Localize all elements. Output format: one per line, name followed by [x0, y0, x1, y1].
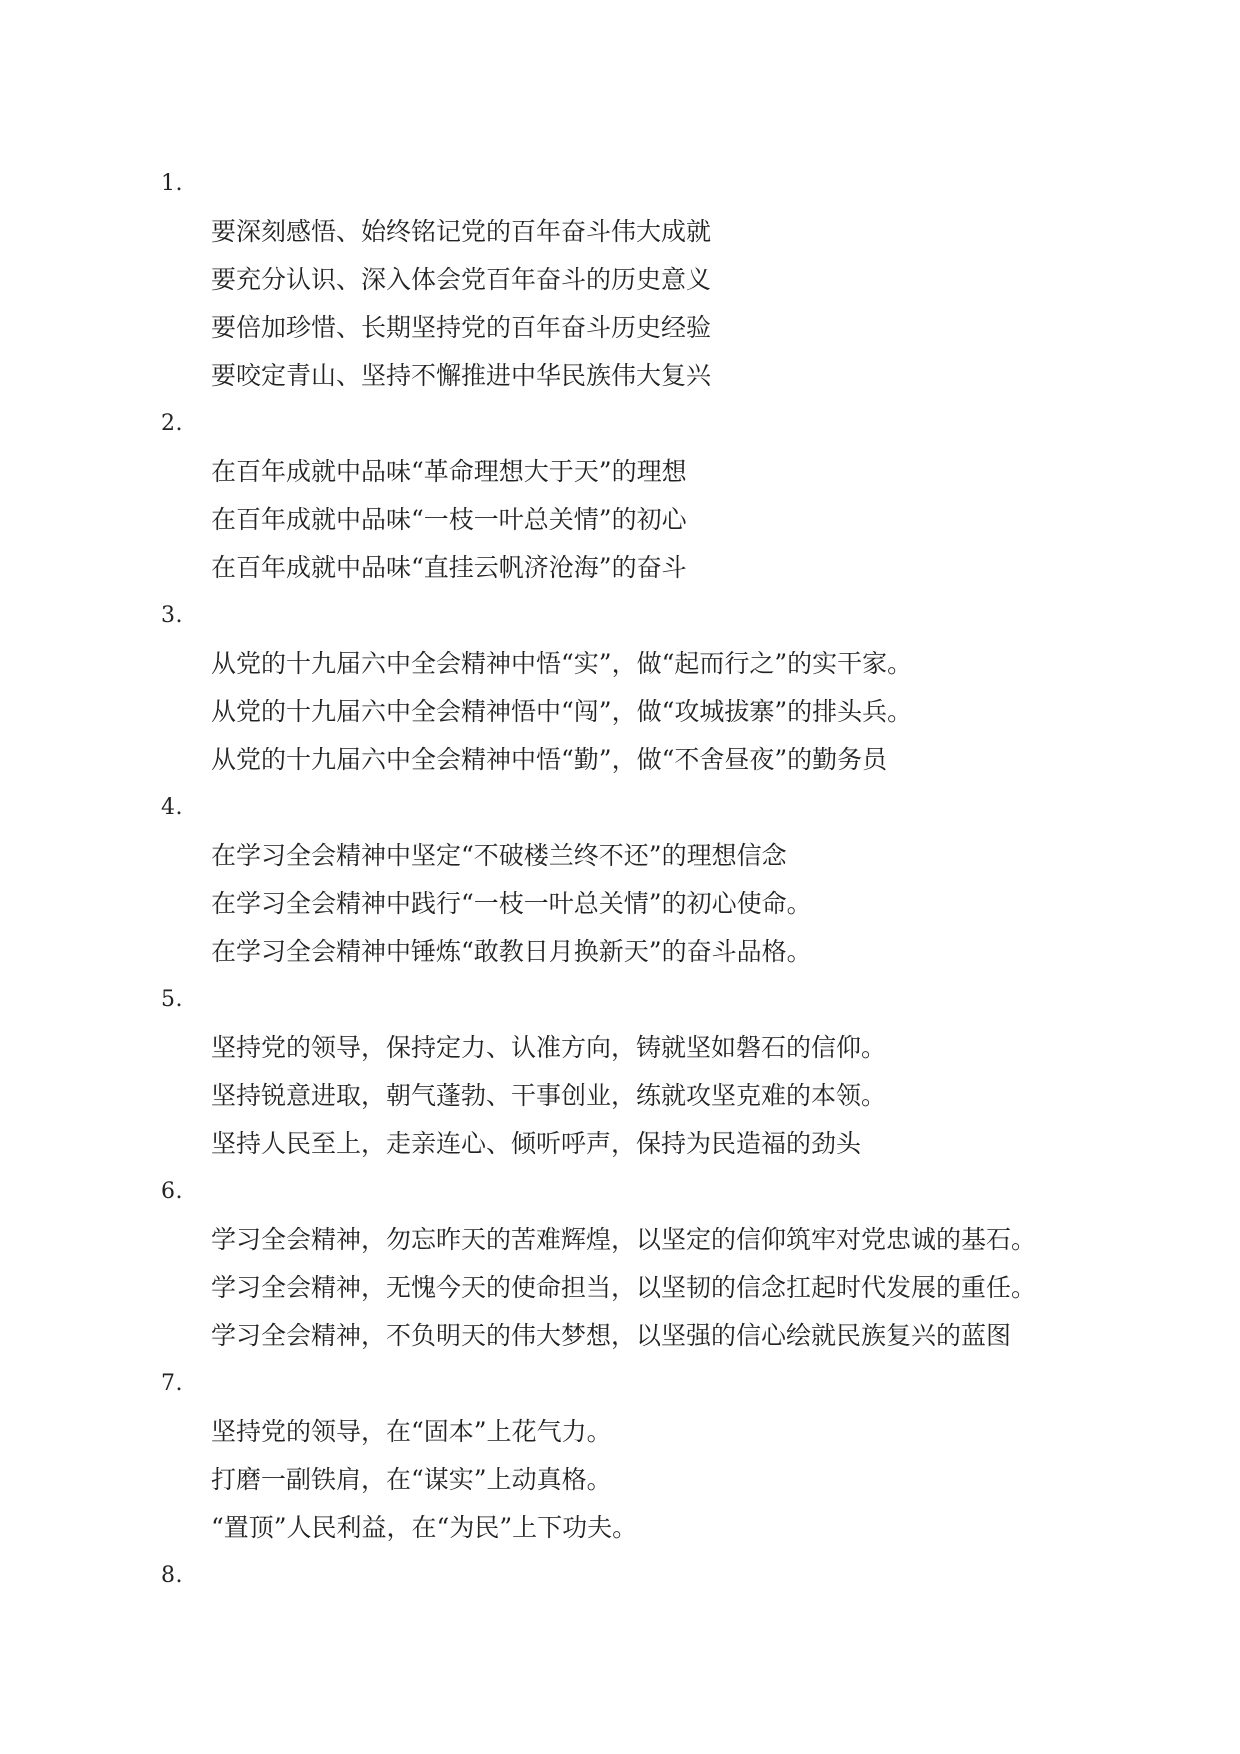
section-8: [161, 1552, 1061, 1600]
text-line: 从党的十九届六中全会精神中悟“实”，做“起而行之”的实干家。: [211, 649, 913, 678]
section-number: 3.: [161, 603, 183, 628]
section-5: [161, 976, 1061, 1168]
text-line: 在百年成就中品味“一枝一叶总关情”的初心: [211, 505, 687, 534]
text-line: 在学习全会精神中坚定“不破楼兰终不还”的理想信念: [211, 841, 787, 870]
text-line: 要深刻感悟、始终铭记党的百年奋斗伟大成就: [211, 217, 712, 246]
section-number: 2.: [161, 411, 183, 436]
text-line: 在学习全会精神中践行“一枝一叶总关情”的初心使命。: [211, 889, 812, 918]
text-line: “置顶”人民利益，在“为民”上下功夫。: [211, 1513, 638, 1542]
section-3: [161, 592, 1061, 784]
section-2: [161, 400, 1061, 592]
text-line: 打磨一副铁肩，在“谋实”上动真格。: [211, 1465, 612, 1494]
section-7: [161, 1360, 1061, 1552]
section-6: [161, 1168, 1061, 1360]
text-line: 在百年成就中品味“直挂云帆济沧海”的奋斗: [211, 553, 687, 582]
text-line: 坚持党的领导，保持定力、认准方向，铸就坚如磐石的信仰。: [211, 1033, 887, 1062]
text-line: 要倍加珍惜、长期坚持党的百年奋斗历史经验: [211, 313, 712, 342]
section-number: 8.: [161, 1563, 183, 1588]
section-number: 7.: [161, 1371, 183, 1396]
text-line: 坚持锐意进取，朝气蓬勃、干事创业，练就攻坚克难的本领。: [211, 1081, 887, 1110]
section-number: 1.: [161, 171, 183, 196]
text-line: 坚持人民至上，走亲连心、倾听呼声，保持为民造福的劲头: [211, 1129, 862, 1158]
text-line: 学习全会精神，无愧今天的使命担当，以坚韧的信念扛起时代发展的重任。: [211, 1273, 1037, 1302]
section-4: [161, 784, 1061, 976]
text-line: 在百年成就中品味“革命理想大于天”的理想: [211, 457, 687, 486]
text-line: 要充分认识、深入体会党百年奋斗的历史意义: [211, 265, 712, 294]
section-number: 6.: [161, 1179, 183, 1204]
text-line: 从党的十九届六中全会精神悟中“闯”，做“攻城拔寨”的排头兵。: [211, 697, 913, 726]
text-line: 坚持党的领导，在“固本”上花气力。: [211, 1417, 612, 1446]
text-line: 学习全会精神，不负明天的伟大梦想，以坚强的信心绘就民族复兴的蓝图: [211, 1321, 1012, 1350]
section-number: 4.: [161, 795, 183, 820]
section-1: [161, 160, 1061, 400]
text-line: 从党的十九届六中全会精神中悟“勤”，做“不舍昼夜”的勤务员: [211, 745, 888, 774]
text-line: 学习全会精神，勿忘昨天的苦难辉煌，以坚定的信仰筑牢对党忠诚的基石。: [211, 1225, 1037, 1254]
text-line: 要咬定青山、坚持不懈推进中华民族伟大复兴: [211, 361, 712, 390]
section-number: 5.: [161, 987, 183, 1012]
document-body: [161, 160, 1061, 1600]
text-line: 在学习全会精神中锤炼“敢教日月换新天”的奋斗品格。: [211, 937, 812, 966]
